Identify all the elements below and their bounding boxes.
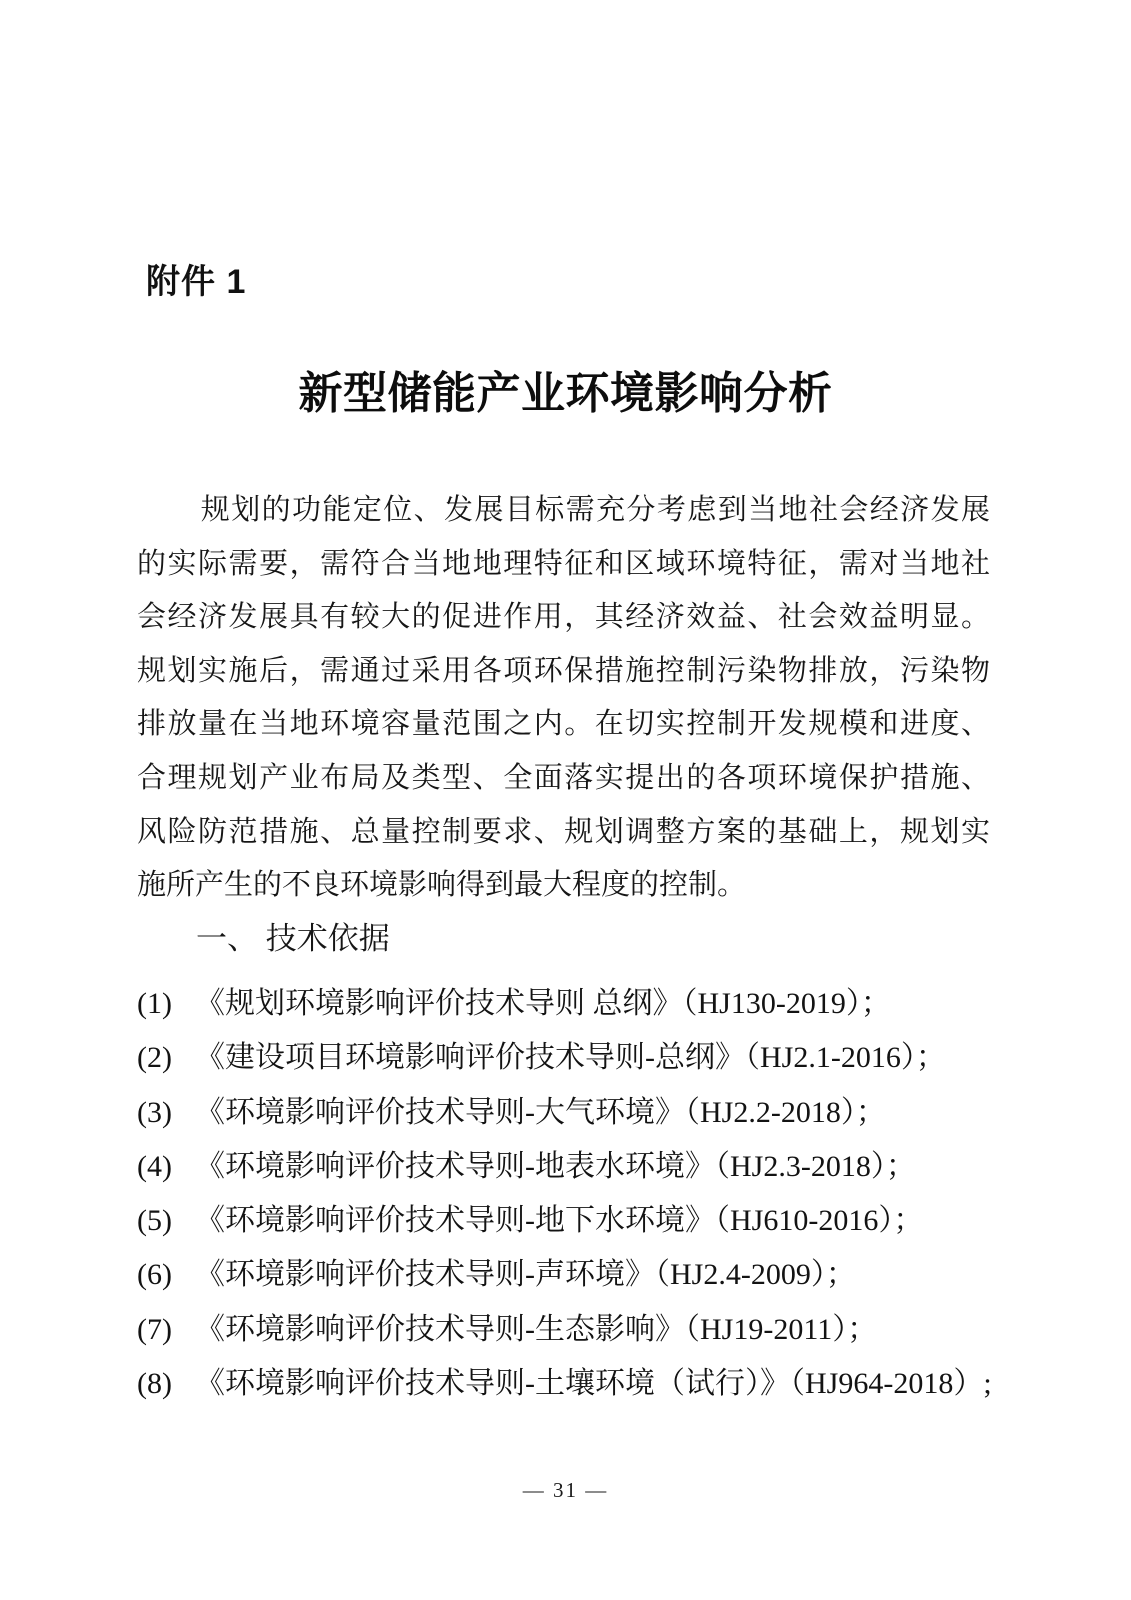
reference-item [137, 1248, 997, 1302]
reference-list [137, 977, 997, 1411]
attachment-label: 附件 1 [146, 263, 247, 301]
paragraph-line: 会经济发展具有较大的促进作用，其经济效益、社会效益明显。 [137, 601, 990, 634]
reference-item [137, 1086, 997, 1140]
reference-item-number: (4) [137, 1149, 172, 1183]
reference-item [137, 1140, 997, 1194]
reference-item-number: (3) [137, 1095, 172, 1129]
reference-item-text: 《环境影响评价技术导则-地表水环境》（HJ2.3-2018）； [195, 1149, 916, 1183]
reference-item-text: 《环境影响评价技术导则-声环境》（HJ2.4-2009）； [195, 1258, 856, 1292]
reference-item-text: 《环境影响评价技术导则-大气环境》（HJ2.2-2018）； [195, 1095, 886, 1129]
paragraph-line: 规划的功能定位、发展目标需充分考虑到当地社会经济发展 [200, 494, 990, 526]
reference-item [137, 1303, 997, 1357]
paragraph-line: 合理规划产业布局及类型、全面落实提出的各项环境保护措施、 [137, 761, 990, 794]
reference-item-number: (6) [137, 1258, 172, 1292]
paragraph-line: 排放量在当地环境容量范围之内。在切实控制开发规模和进度、 [137, 708, 990, 741]
reference-item-number: (1) [137, 987, 172, 1020]
paragraph-line: 的实际需要，需符合当地地理特征和区域环境特征，需对当地社 [137, 547, 990, 580]
reference-item [137, 1194, 997, 1248]
paragraph-line: 施所产生的不良环境影响得到最大程度的控制。 [137, 869, 747, 902]
reference-item-text: 《建设项目环境影响评价技术导则-总纲》（HJ2.1-2016）； [195, 1041, 946, 1075]
reference-item-text: 《环境影响评价技术导则-生态影响》（HJ19-2011）； [195, 1312, 878, 1346]
reference-item-text: 《规划环境影响评价技术导则 总纲》（HJ130-2019）； [195, 987, 891, 1020]
reference-item [137, 1031, 997, 1085]
paragraph-line: 风险防范措施、总量控制要求、规划调整方案的基础上，规划实 [137, 815, 990, 848]
reference-item-number: (8) [137, 1367, 172, 1401]
section-heading: 一、 技术依据 [196, 921, 390, 956]
reference-item [137, 1357, 997, 1411]
reference-item-number: (5) [137, 1204, 172, 1238]
reference-item-number: (7) [137, 1312, 172, 1346]
reference-item-text: 《环境影响评价技术导则-地下水环境》（HJ610-2016）； [195, 1204, 924, 1238]
reference-item-number: (2) [137, 1041, 172, 1075]
body-paragraph [137, 484, 990, 913]
reference-item-text: 《环境影响评价技术导则-土壤环境（试行）》（HJ964-2018）; [195, 1367, 992, 1401]
page-number: — 31 — [522, 1478, 609, 1502]
reference-item [137, 977, 997, 1031]
document-title: 新型储能产业环境影响分析 [298, 369, 833, 418]
paragraph-line: 规划实施后，需通过采用各项环保措施控制污染物排放，污染物 [137, 654, 990, 687]
